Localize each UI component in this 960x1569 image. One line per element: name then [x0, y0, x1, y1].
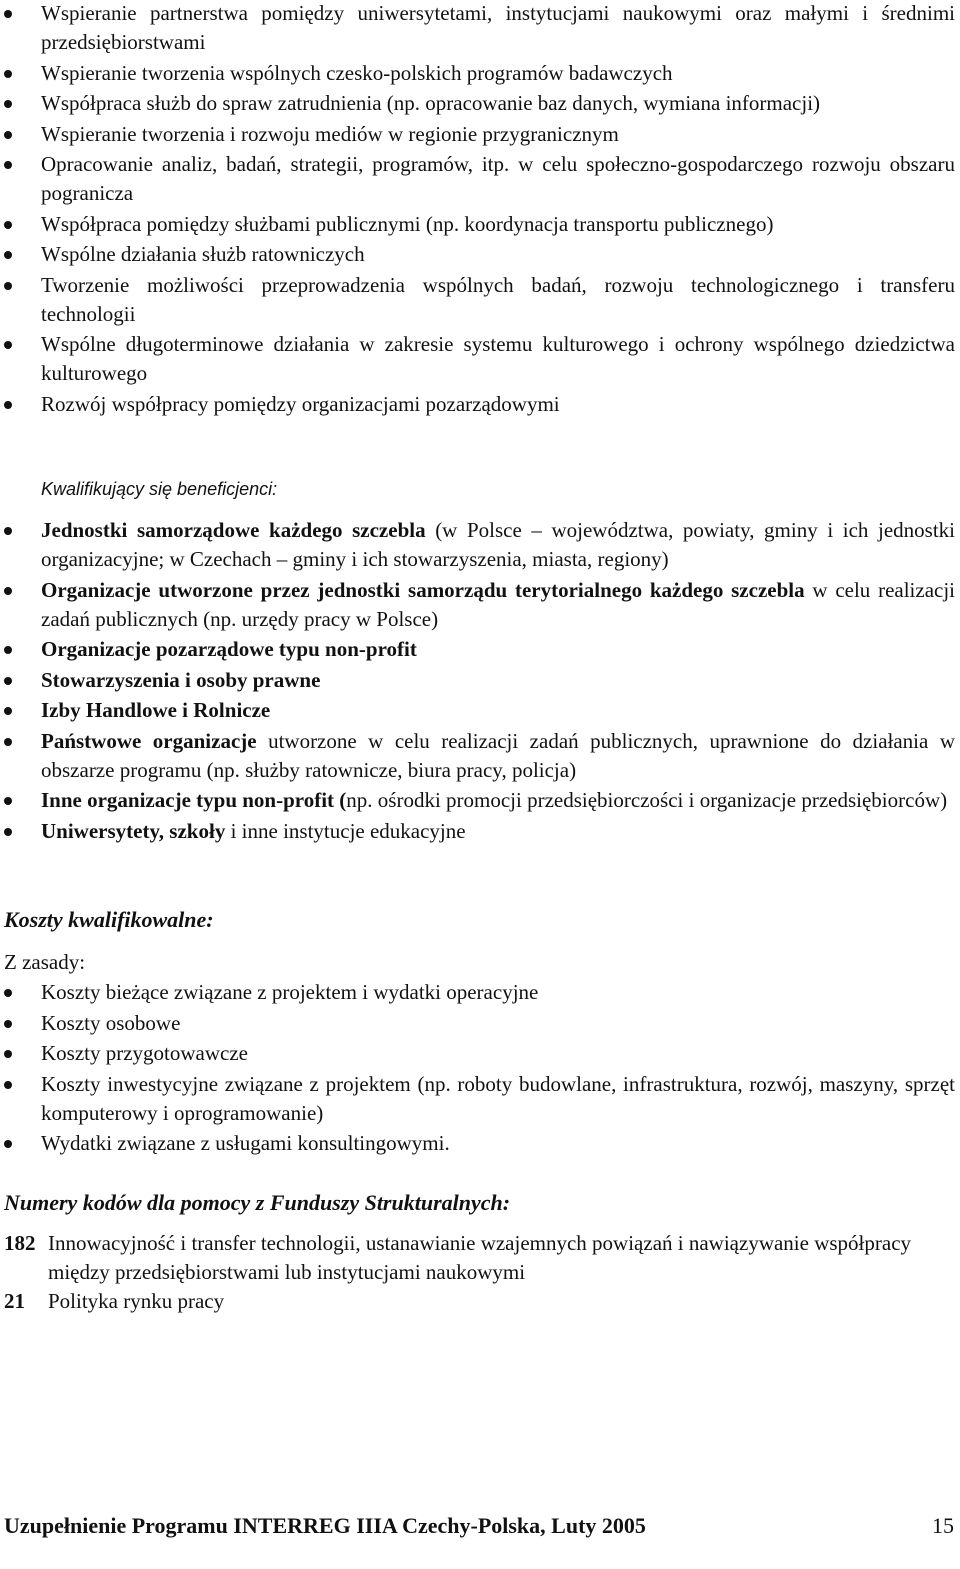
code-description: Polityka rynku pracy	[48, 1289, 225, 1313]
costs-intro: Z zasady:	[4, 950, 86, 974]
beneficiary-name: Państwowe organizacje	[41, 728, 257, 753]
list-item: Współpraca służb do spraw zatrudnienia (np. opracowanie baz danych, wymiana informacji)	[0, 89, 955, 118]
beneficiary-name: Jednostki samorządowe każdego szczebla	[41, 518, 426, 542]
list-item: Wspieranie tworzenia i rozwoju mediów w regionie przygranicznym	[0, 120, 955, 149]
list-item: Wspieranie tworzenia wspólnych czesko-polskich programów badawczych	[0, 59, 955, 88]
list-item: Koszty osobowe	[0, 1009, 955, 1038]
beneficiary-name: Uniwersytety, szkoły	[41, 818, 226, 843]
list-item	[0, 817, 955, 846]
page-number: 15	[932, 1513, 954, 1538]
list-item: Koszty inwestycyjne związane z projektem (np. roboty budowlane, infrastruktura, rozwój, maszyny, sprzęt komputerowy i oprogramowanie)	[0, 1070, 955, 1128]
footer-title: Uzupełnienie Programu INTERREG IIIA Czechy-Polska, Luty 2005	[4, 1513, 646, 1538]
list-item	[0, 576, 955, 634]
beneficiaries-heading: Kwalifikujący się beneficjenci:	[41, 479, 278, 499]
beneficiary-name: Stowarzyszenia i osoby prawne	[41, 667, 321, 692]
costs-list	[0, 978, 955, 1160]
beneficiary-name: Inne organizacje typu non-profit (	[41, 788, 347, 812]
list-item: Koszty bieżące związane z projektem i wydatki operacyjne	[0, 978, 955, 1007]
beneficiary-detail: utworzone w celu realizacji zadań publicznych, uprawnione do działania w obszarze programu (np. służby ratownicze, biura pracy, policja)	[41, 728, 955, 782]
code-row	[4, 1229, 944, 1287]
codes-list	[4, 1229, 944, 1316]
list-item	[0, 786, 955, 815]
beneficiaries-list	[0, 516, 955, 847]
list-item: Wydatki związane z usługami konsultingowymi.	[0, 1129, 955, 1158]
activities-list	[0, 0, 955, 420]
codes-heading: Numery kodów dla pomocy z Funduszy Strukturalnych:	[4, 1190, 511, 1215]
list-item: Wspólne długoterminowe działania w zakresie systemu kulturowego i ochrony wspólnego dziedzictwa kulturowego	[0, 330, 955, 388]
costs-heading: Koszty kwalifikowalne:	[4, 907, 214, 932]
beneficiary-name: Izby Handlowe i Rolnicze	[41, 698, 271, 722]
code-number: 21	[4, 1289, 25, 1313]
list-item	[0, 696, 955, 725]
beneficiary-name: Organizacje pozarządowe typu non-profit	[41, 637, 417, 661]
beneficiary-detail: np. ośrodki promocji przedsiębiorczości i organizacje przedsiębiorców)	[346, 788, 948, 812]
list-item: Opracowanie analiz, badań, strategii, programów, itp. w celu społeczno-gospodarczego rozwoju obszaru pogranicza	[0, 150, 955, 208]
list-item	[0, 666, 955, 695]
code-description: Innowacyjność i transfer technologii, ustanawianie wzajemnych powiązań i nawiązywanie współpracy między przedsiębiorstwami lub instytucjami naukowymi	[48, 1231, 912, 1284]
list-item: Wspieranie partnerstwa pomiędzy uniwersytetami, instytucjami naukowymi oraz małymi i średnimi przedsiębiorstwami	[0, 0, 955, 57]
beneficiary-name: Organizacje utworzone przez jednostki samorządu terytorialnego każdego szczebla	[41, 577, 805, 602]
list-item: Współpraca pomiędzy służbami publicznymi (np. koordynacja transportu publicznego)	[0, 210, 955, 239]
page-footer	[4, 1511, 954, 1540]
list-item	[0, 635, 955, 664]
beneficiary-detail: w celu realizacji zadań publicznych (np. urzędy pracy w Polsce)	[41, 577, 956, 631]
code-row	[4, 1287, 944, 1316]
list-item: Rozwój współpracy pomiędzy organizacjami pozarządowymi	[0, 390, 955, 419]
list-item: Koszty przygotowawcze	[0, 1039, 955, 1068]
list-item	[0, 516, 955, 574]
list-item	[0, 727, 955, 785]
code-number: 182	[4, 1231, 36, 1255]
beneficiary-detail: i inne instytucje edukacyjne	[225, 818, 466, 843]
beneficiary-detail: (w Polsce – województwa, powiaty, gminy i ich jednostki organizacyjne; w Czechach – gminy i ich stowarzyszenia, miasta, regiony)	[41, 518, 955, 571]
list-item: Tworzenie możliwości przeprowadzenia wspólnych badań, rozwoju technologicznego i transferu technologii	[0, 271, 955, 329]
list-item: Wspólne działania służb ratowniczych	[0, 240, 955, 269]
